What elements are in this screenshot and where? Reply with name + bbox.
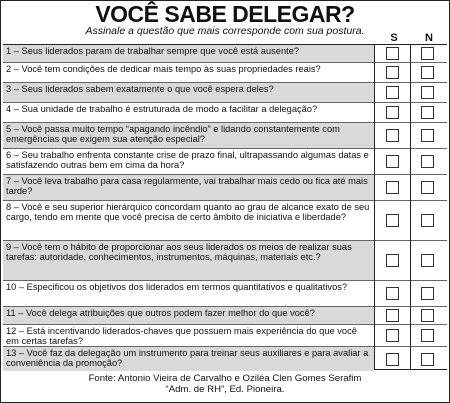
no-checkbox[interactable] [421,86,434,99]
question-row [3,83,447,103]
source-publication: “Adm. de RH”, Ed. Pioneira. [165,384,285,395]
no-checkbox[interactable] [421,47,434,60]
question-row [3,201,447,241]
question-text: 7 – Você leva trabalho para casa regularmente, vai trabalhar mais cedo ou fica até mais tarde? [3,175,374,200]
question-list [3,44,447,370]
question-text: 10 – Especificou os objetivos dos liderados em termos quantitativos e qualitativos? [6,282,348,292]
question-row [3,149,447,175]
yes-checkbox[interactable] [386,329,399,342]
question-row [3,123,447,149]
yes-checkbox[interactable] [386,66,399,79]
yes-checkbox[interactable] [386,129,399,142]
source-authors: Fonte: Antonio Vieira de Carvalho e Oziléa Clen Gomes Serafim [88,373,362,384]
no-checkbox[interactable] [421,214,434,227]
yes-checkbox[interactable] [386,353,399,366]
question-text: 3 – Seus liderados sabem exatamente o que você espera deles? [3,83,374,102]
yes-checkbox[interactable] [386,47,399,60]
question-text: 8 – Você e seu superior hierárquico concordam quanto ao grau de alcance exato de seu cargo, tendo em mente que você precisa de certo âmbito de iniciativa e liberdade? [6,202,370,223]
question-text: 9 – Você tem o hábito de proporcionar aos seus liderados os meios de realizar suas tarefas: autoridade, conhecimentos, instrumentos, máquinas, materiais etc.? [3,241,374,280]
yes-checkbox[interactable] [386,106,399,119]
no-checkbox[interactable] [421,254,434,267]
no-checkbox[interactable] [421,181,434,194]
question-text: 13 – Você faz da delegação um instrumento para treinar seus auxiliares e para avaliar a conveniência da promoção? [3,347,374,371]
yes-checkbox[interactable] [386,181,399,194]
no-checkbox[interactable] [421,129,434,142]
question-row [3,45,447,63]
question-text: 11 – Você delega atribuições que outros podem fazer melhor do que você? [3,307,374,324]
instructions: Assinale a questão que mais corresponde com sua postura. [85,25,365,37]
question-text: 5 – Você passa muito tempo “apagando incêndio” e lidando constantemente com emergências que exigem sua atenção especial? [3,123,374,148]
page-title: VOCÊ SABE DELEGAR? [95,1,355,27]
question-text: 2 – Você tem condições de dedicar mais tempo às suas propriedades reais? [6,64,321,74]
yes-checkbox[interactable] [386,309,399,322]
question-row [3,103,447,123]
question-row [3,307,447,325]
question-text: 12 – Está incentivando liderados-chaves que possuem mais experiência do que você em certas tarefas? [6,326,357,346]
no-checkbox[interactable] [421,155,434,168]
column-header-no: N [425,32,433,44]
column-divider [374,44,375,370]
column-divider [410,44,411,370]
question-row [3,281,447,307]
column-header-yes: S [390,32,398,44]
question-row [3,63,447,83]
question-text: 4 – Sua unidade de trabalho é estruturada de modo a facilitar a delegação? [6,104,318,114]
no-checkbox[interactable] [421,287,434,300]
question-text: 6 – Seu trabalho enfrenta constante crise de prazo final, ultrapassando algumas datas e satisfazendo outras bem em cima da hora? [6,150,369,171]
question-row [3,175,447,201]
yes-checkbox[interactable] [386,254,399,267]
question-row [3,325,447,347]
yes-checkbox[interactable] [386,155,399,168]
yes-checkbox[interactable] [386,287,399,300]
no-checkbox[interactable] [421,66,434,79]
question-row [3,241,447,281]
no-checkbox[interactable] [421,106,434,119]
question-text: 1 – Seus liderados param de trabalhar sempre que você está ausente? [3,45,374,62]
no-checkbox[interactable] [421,329,434,342]
yes-checkbox[interactable] [386,86,399,99]
question-row [3,347,447,371]
yes-checkbox[interactable] [386,214,399,227]
source-credit [0,373,450,395]
no-checkbox[interactable] [421,309,434,322]
no-checkbox[interactable] [421,353,434,366]
